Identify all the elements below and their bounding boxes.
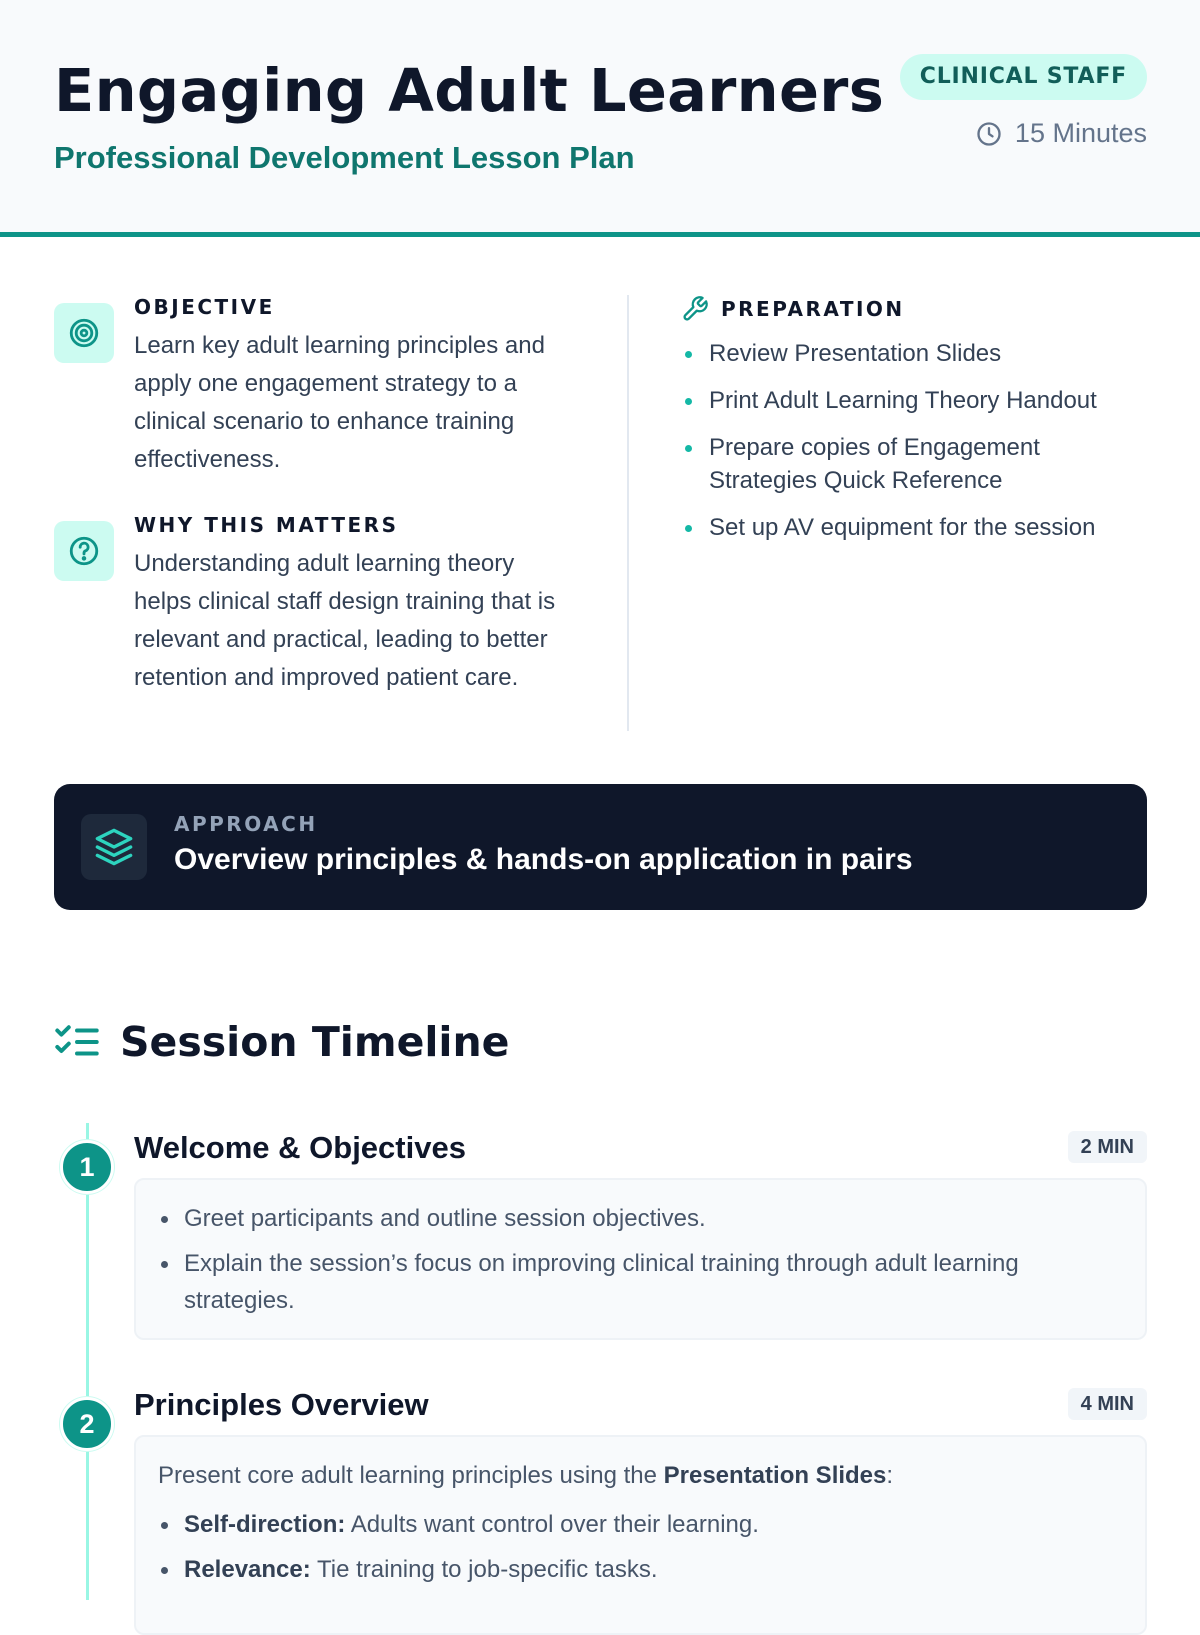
preparation-item: Print Adult Learning Theory Handout: [681, 384, 1151, 417]
step-duration-pill: 4 MIN: [1068, 1388, 1147, 1420]
why-text: Understanding adult learning theory helps clinical staff design training that is relevant and practical, leading to better retention and improved patient care.: [134, 550, 556, 691]
page-title: Engaging Adult Learners: [54, 56, 885, 125]
preparation-list: [681, 337, 1151, 544]
step-duration-pill: 2 MIN: [1068, 1131, 1147, 1163]
approach-text: Overview principles & hands-on application in pairs: [174, 843, 913, 876]
timeline-line: [86, 1123, 89, 1600]
column-divider: [627, 295, 629, 731]
layers-icon: [94, 827, 134, 867]
timeline-header: [54, 1018, 509, 1066]
objective-label: OBJECTIVE: [134, 295, 275, 319]
objective-text: Learn key adult learning principles and apply one engagement strategy to a clinical scenario to enhance training effectiveness.: [134, 332, 545, 473]
why-label: WHY THIS MATTERS: [134, 513, 399, 537]
approach-panel: [54, 784, 1147, 910]
preparation-item: Prepare copies of Engagement Strategies Quick Reference: [681, 431, 1151, 497]
principle-term: Relevance:: [184, 1556, 311, 1583]
page-header: [0, 0, 1200, 237]
step-title: Welcome & Objectives: [134, 1130, 466, 1165]
step-number-badge: 2: [60, 1397, 114, 1451]
preparation-item: Review Presentation Slides: [681, 337, 1151, 370]
preparation-item: Set up AV equipment for the session: [681, 511, 1151, 544]
step-card: [134, 1178, 1147, 1340]
question-circle-icon: [67, 534, 101, 568]
objective-icon-tile: [54, 303, 114, 363]
wrench-icon: [681, 295, 709, 323]
step-card: [134, 1435, 1147, 1635]
step-intro: [158, 1457, 1123, 1494]
preparation-label: PREPARATION: [721, 297, 905, 321]
clock-icon: [975, 120, 1003, 148]
timeline-title: Session Timeline: [120, 1018, 510, 1066]
page-subtitle: Professional Development Lesson Plan: [54, 140, 635, 175]
approach-label: APPROACH: [174, 812, 318, 836]
approach-icon-tile: [81, 814, 147, 880]
why-icon-tile: [54, 521, 114, 581]
step-bullet: Greet participants and outline session objectives.: [158, 1200, 1123, 1237]
step-intro-suffix: :: [886, 1462, 894, 1489]
step-bullet: Explain the session’s focus on improving clinical training through adult learning strategies.: [158, 1245, 1123, 1319]
step-bullet: [158, 1506, 1123, 1543]
preparation-header: [681, 295, 1151, 323]
duration-text: 15 Minutes: [1014, 118, 1147, 148]
principle-term: Self-direction:: [184, 1511, 346, 1538]
step-title: Principles Overview: [134, 1387, 429, 1422]
preparation-section: [681, 295, 1151, 558]
step-bullets: [158, 1200, 1123, 1319]
step-bullets: [158, 1506, 1123, 1588]
step-intro-emphasis: Presentation Slides: [663, 1462, 887, 1489]
checklist-icon: [54, 1022, 100, 1062]
why-block: [54, 513, 574, 697]
principle-text: Tie training to job-specific tasks.: [310, 1556, 658, 1583]
left-column: [54, 295, 574, 697]
step-intro-text: Present core adult learning principles using the: [158, 1462, 664, 1489]
principle-text: Adults want control over their learning.: [345, 1511, 759, 1538]
step-number-badge: 1: [60, 1140, 114, 1194]
audience-badge: CLINICAL STAFF: [900, 54, 1147, 100]
objective-block: [54, 295, 574, 479]
duration-info: [975, 118, 1147, 149]
step-bullet: [158, 1551, 1123, 1588]
target-icon: [67, 316, 101, 350]
